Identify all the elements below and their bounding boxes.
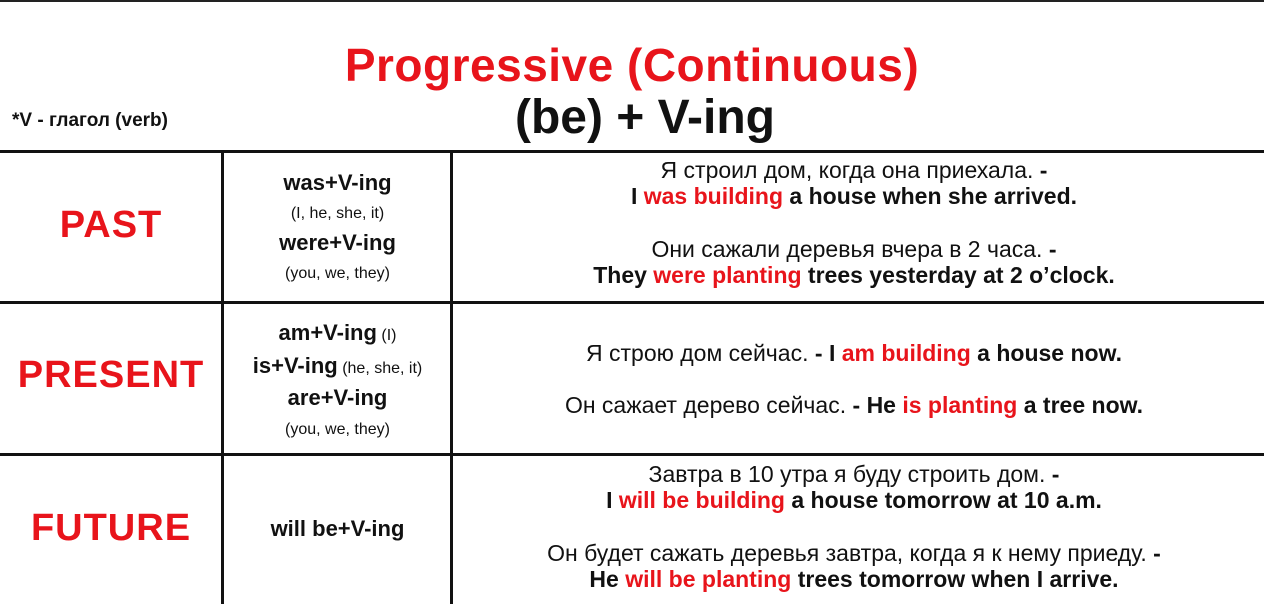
row-divider [0, 301, 1264, 304]
forms-past [225, 170, 450, 285]
dash: - [1042, 236, 1057, 262]
forms-future [225, 516, 450, 542]
example-en-verb: was building [643, 183, 784, 209]
form-text: is+V-ing [252, 353, 338, 378]
example-ru: Завтра в 10 утра я буду строить дом. [648, 461, 1046, 487]
dash: - [1033, 157, 1048, 183]
example-en-subject: He [589, 566, 626, 592]
verb-note: *V - глагол (verb) [12, 110, 168, 131]
example-past-1 [454, 157, 1254, 209]
form-text: were+V-ing [279, 230, 396, 255]
example-en-rest: trees yesterday at 2 o’clock. [801, 262, 1115, 288]
example-en-verb: will be building [618, 487, 785, 513]
formula: (be) + V-ing [514, 91, 775, 144]
example-ru: Он сажает дерево сейчас. [564, 392, 847, 418]
pronoun-text: (he, she, it) [337, 360, 423, 377]
example-past-2 [454, 236, 1254, 288]
example-en-verb: were planting [653, 262, 802, 288]
tense-present: PRESENT [17, 354, 205, 396]
example-en-subject: I [606, 487, 619, 513]
example-en-verb: am building [841, 340, 971, 366]
form-text: was+V-ing [283, 170, 392, 195]
top-border [0, 0, 1264, 2]
table-top-line [0, 150, 1264, 153]
pronoun-text: (you, we, they) [285, 265, 390, 282]
example-en-subject: They [593, 262, 654, 288]
dash: - [846, 392, 867, 418]
form-text: will be+V-ing [270, 516, 405, 541]
example-ru: Он будет сажать деревья завтра, когда я к нему приеду. [547, 540, 1147, 566]
dash: - [1146, 540, 1161, 566]
form-text: am+V-ing [278, 320, 377, 345]
forms-present [225, 320, 450, 441]
example-future-1 [454, 461, 1254, 513]
example-en-rest: trees tomorrow when I arrive. [791, 566, 1119, 592]
example-en-rest: a house now. [970, 340, 1122, 366]
example-en-rest: a tree now. [1017, 392, 1144, 418]
row-divider [0, 453, 1264, 456]
example-en-subject: I [828, 340, 842, 366]
example-present-1 [454, 340, 1254, 366]
column-divider [450, 150, 453, 604]
tense-future: FUTURE [30, 507, 192, 549]
example-present-2 [454, 392, 1254, 418]
example-ru: Я строю дом сейчас. [586, 340, 809, 366]
tense-past: PAST [59, 204, 163, 246]
example-en-verb: will be planting [625, 566, 792, 592]
form-text: are+V-ing [287, 385, 388, 410]
example-en-verb: is planting [902, 392, 1018, 418]
example-en-rest: a house when she arrived. [783, 183, 1078, 209]
example-en-subject: He [866, 392, 903, 418]
example-ru: Я строил дом, когда она приехала. [660, 157, 1034, 183]
page-title: Progressive (Continuous) [344, 39, 920, 91]
dash: - [1045, 461, 1060, 487]
example-future-2 [454, 540, 1254, 592]
example-en-subject: I [630, 183, 644, 209]
dash: - [808, 340, 829, 366]
example-ru: Они сажали деревья вчера в 2 часа. [651, 236, 1043, 262]
pronoun-text: (you, we, they) [285, 421, 390, 438]
example-en-rest: a house tomorrow at 10 a.m. [784, 487, 1102, 513]
pronoun-text: (I, he, she, it) [290, 205, 385, 222]
pronoun-text: (I) [376, 327, 397, 344]
